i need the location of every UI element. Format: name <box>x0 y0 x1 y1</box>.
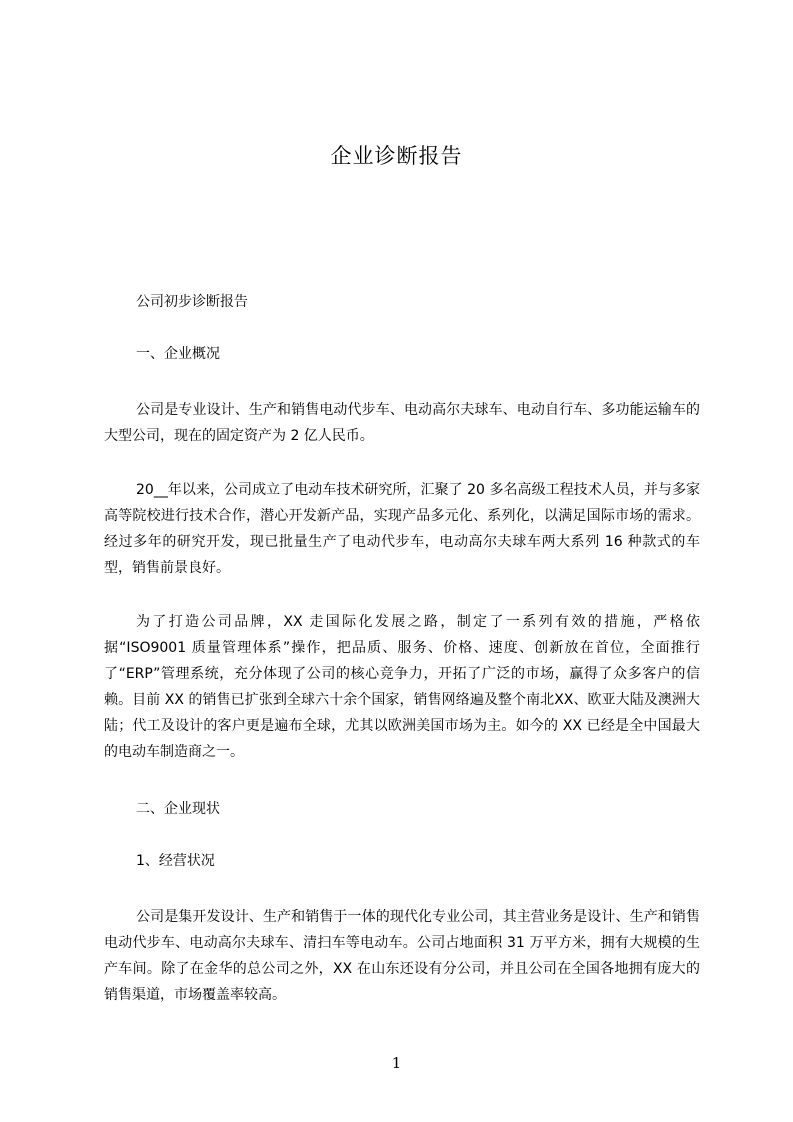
section-heading-overview: 一、企业概况 <box>136 346 220 362</box>
paragraph-brand-strategy: 为了打造公司品牌，XX 走国际化发展之路，制定了一系列有效的措施，严格依据“ISO9001 质量管理体系”操作，把品质、服务、价格、速度、创新放在首位，全面推行了“ERP”管理系统，充分体现了公司的核心竞争力，开拓了广泛的市场，赢得了众多客户的信赖。目前 XX 的销售已扩张到全球六十余个国家，销售网络遍及整个南北XX、欧亚大陆及澳洲大陆；代工及设计的客户更是遍布全球，尤其以欧洲美国市场为主。如今的 XX 已经是全中国最大的电动车制造商之一。 <box>104 614 700 760</box>
paragraph-operations: 公司是集开发设计、生产和销售于一体的现代化专业公司，其主营业务是设计、生产和销售电动代步车、电动高尔夫球车、清扫车等电动车。公司占地面积 31 万平方米，拥有大规模的生产车间。除了在金华的总公司之外，XX 在山东还设有分公司，并且公司在全国各地拥有庞大的销售渠道，市场覆盖率较高。 <box>104 909 700 1003</box>
subsection-heading-operations: 1、经营状况 <box>136 853 215 869</box>
page-title: 企业诊断报告 <box>330 144 463 168</box>
document-subtitle: 公司初步诊断报告 <box>136 294 248 310</box>
page-number: 1 <box>391 1054 402 1072</box>
section-heading-status: 二、企业现状 <box>136 801 220 817</box>
paragraph-rd-history: 20__年以来，公司成立了电动车技术研究所，汇聚了 20 多名高级工程技术人员，并与多家高等院校进行技术合作，潜心开发新产品，实现产品多元化、系列化，以满足国际市场的需求。经过多年的研究开发，现已批量生产了电动代步车，电动高尔夫球车两大系列 16 种款式的车型，销售前景良好。 <box>104 482 700 576</box>
paragraph-company-intro: 公司是专业设计、生产和销售电动代步车、电动高尔夫球车、电动自行车、多功能运输车的大型公司，现在的固定资产为 2 亿人民币。 <box>104 402 700 444</box>
